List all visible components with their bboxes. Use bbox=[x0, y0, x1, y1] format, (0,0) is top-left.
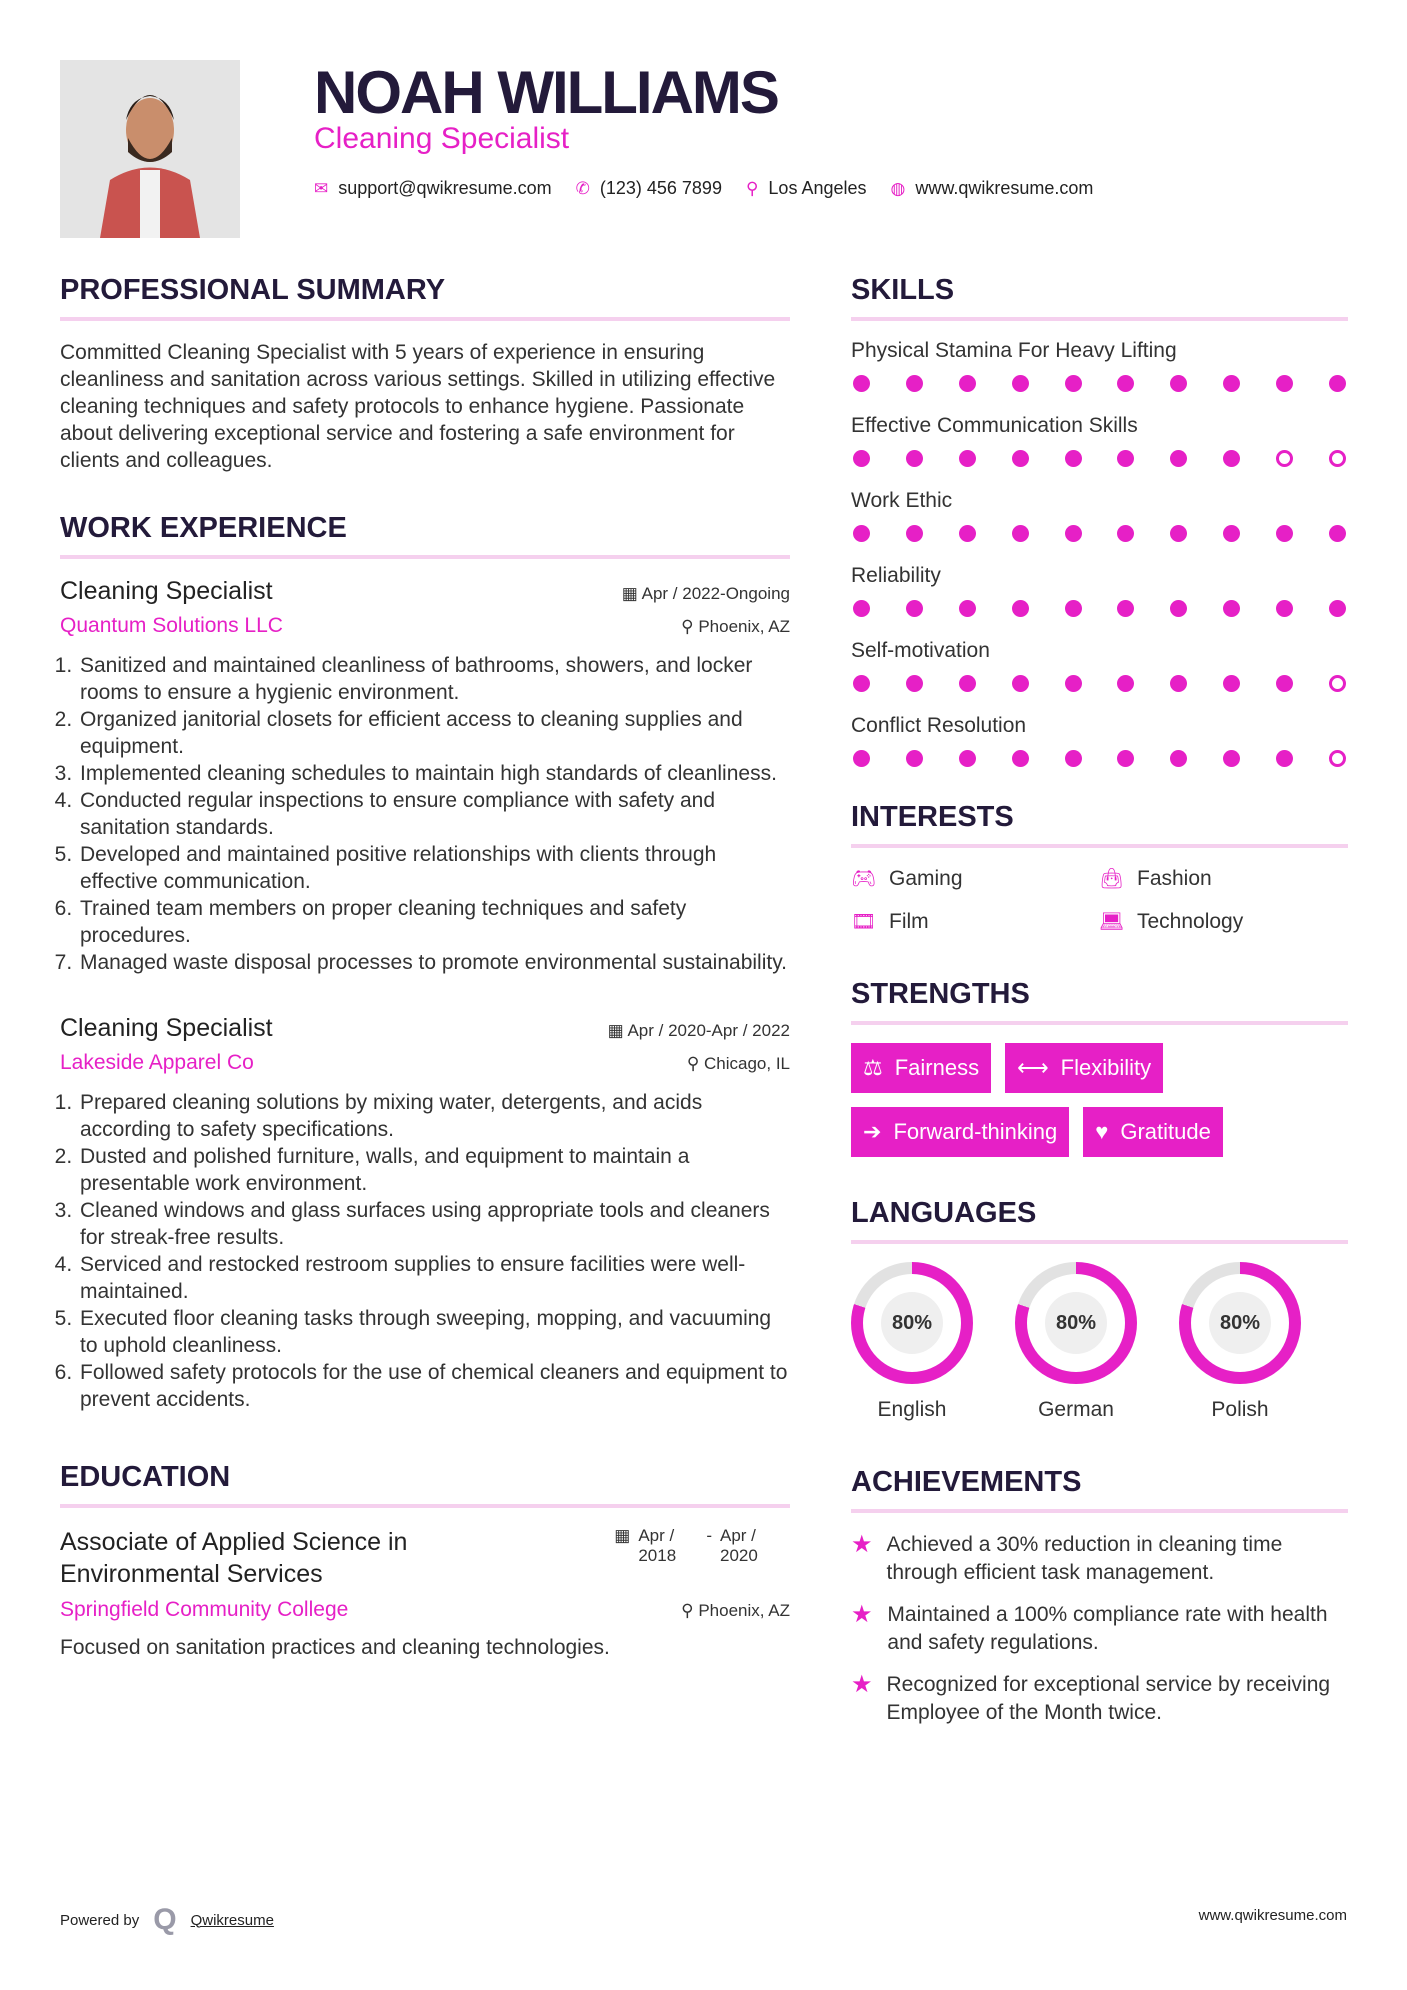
job-bullets bbox=[60, 652, 790, 976]
skill-dot bbox=[853, 525, 870, 542]
job-entry bbox=[60, 1014, 790, 1413]
interest-item: 👜︎ Fashion bbox=[1099, 866, 1212, 890]
bullet-item: 1. Sanitized and maintained cleanliness of bathrooms, showers, and locker rooms to ensure a hygienic environment. bbox=[78, 652, 790, 706]
skill-rating bbox=[851, 675, 1348, 692]
language-item bbox=[1179, 1262, 1301, 1422]
skill-dot bbox=[1170, 600, 1187, 617]
bullet-item: 7. Managed waste disposal processes to promote environmental sustainability. bbox=[78, 949, 790, 976]
skill-rating bbox=[851, 450, 1348, 467]
language-name: Polish bbox=[1211, 1398, 1269, 1421]
language-item bbox=[851, 1262, 973, 1422]
company-name: Quantum Solutions LLC bbox=[60, 614, 283, 637]
skill-rating bbox=[851, 600, 1348, 617]
bullet-item: 2. Dusted and polished furniture, walls, and equipment to maintain a presentable work environment. bbox=[78, 1143, 790, 1197]
location-text: Los Angeles bbox=[768, 178, 867, 198]
bullet-item: 5. Executed floor cleaning tasks through sweeping, mopping, and vacuuming to uphold cleanliness. bbox=[78, 1305, 790, 1359]
skill-dot bbox=[1276, 750, 1293, 767]
skill-dot bbox=[959, 750, 976, 767]
strength-tag: ⟷ Flexibility bbox=[1005, 1043, 1163, 1093]
skill-dot bbox=[1276, 375, 1293, 392]
bullet-item: 6. Trained team members on proper cleaning techniques and safety procedures. bbox=[78, 895, 790, 949]
job-bullets bbox=[60, 1089, 790, 1413]
skill-dot bbox=[1170, 450, 1187, 467]
skill-dot bbox=[906, 375, 923, 392]
envelope-icon: ✉ bbox=[314, 178, 329, 198]
job-dates: ▦ Apr / 2022-Ongoing bbox=[621, 584, 790, 603]
footer-powered-by: Powered by Q Qwikresume bbox=[60, 1903, 274, 1936]
skill-dot bbox=[1170, 675, 1187, 692]
skill-dot bbox=[959, 525, 976, 542]
skill-rating bbox=[851, 525, 1348, 542]
skill-dot bbox=[853, 600, 870, 617]
skill-dot bbox=[1170, 375, 1187, 392]
balance-scale-icon: ⚖ bbox=[863, 1055, 883, 1080]
interest-item: 💻︎ Technology bbox=[1099, 909, 1244, 933]
skill-rating bbox=[851, 375, 1348, 392]
section-heading: PROFESSIONAL SUMMARY bbox=[60, 274, 790, 321]
skill-label: Physical Stamina For Heavy Lifting bbox=[851, 339, 1177, 362]
strengths-section bbox=[851, 978, 1348, 1157]
skill-rating bbox=[851, 750, 1348, 767]
shooting-star-icon: ★ bbox=[851, 1671, 873, 1698]
skill-label: Reliability bbox=[851, 564, 941, 587]
skill-dot bbox=[906, 525, 923, 542]
degree-title: Associate of Applied Science in Environmental Services bbox=[60, 1528, 408, 1588]
bullet-item: 5. Developed and maintained positive relationships with clients through effective communication. bbox=[78, 841, 790, 895]
skill-dot bbox=[1065, 675, 1082, 692]
skill-dot bbox=[1223, 375, 1240, 392]
language-percent: 80% bbox=[1209, 1292, 1271, 1354]
achievement-item: ★ Achieved a 30% reduction in cleaning time through efficient task management. bbox=[851, 1531, 1348, 1587]
skill-label: Effective Communication Skills bbox=[851, 414, 1138, 437]
section-heading: LANGUAGES bbox=[851, 1197, 1348, 1244]
candidate-name: NOAH WILLIAMS bbox=[314, 59, 778, 126]
language-percent: 80% bbox=[881, 1292, 943, 1354]
qwikresume-logo-icon: Q bbox=[153, 1903, 177, 1936]
job-entry bbox=[60, 577, 790, 976]
job-location: ⚲ Chicago, IL bbox=[686, 1054, 790, 1073]
bullet-item: 4. Conducted regular inspections to ensure compliance with safety and sanitation standards. bbox=[78, 787, 790, 841]
skill-dot bbox=[959, 375, 976, 392]
bullet-item: 1. Prepared cleaning solutions by mixing water, detergents, and acids according to safety specifications. bbox=[78, 1089, 790, 1143]
website-link[interactable]: www.qwikresume.com bbox=[915, 178, 1094, 198]
achievement-item: ★ Recognized for exceptional service by receiving Employee of the Month twice. bbox=[851, 1671, 1348, 1727]
skill-dot bbox=[1065, 450, 1082, 467]
company-name: Lakeside Apparel Co bbox=[60, 1051, 254, 1074]
school-name: Springfield Community College bbox=[60, 1598, 349, 1621]
skill-dot bbox=[906, 750, 923, 767]
skill-dot bbox=[1329, 525, 1346, 542]
language-name: English bbox=[877, 1398, 947, 1421]
skill-dot bbox=[1329, 750, 1346, 767]
bullet-item: 3. Cleaned windows and glass surfaces using appropriate tools and cleaners for streak-free results. bbox=[78, 1197, 790, 1251]
languages-section bbox=[851, 1197, 1348, 1422]
skill-dot bbox=[1117, 675, 1134, 692]
skill-label: Self-motivation bbox=[851, 639, 990, 662]
language-ring bbox=[851, 1262, 973, 1384]
shooting-star-icon: ★ bbox=[851, 1601, 873, 1628]
skill-dot bbox=[1117, 600, 1134, 617]
contact-bar bbox=[314, 178, 1093, 199]
skill-dot bbox=[1223, 450, 1240, 467]
strength-tag: ⚖ Fairness bbox=[851, 1043, 991, 1093]
work-section bbox=[60, 512, 790, 1413]
skill-dot bbox=[1012, 525, 1029, 542]
phone-text: (123) 456 7899 bbox=[599, 178, 722, 198]
skill-dot bbox=[1223, 525, 1240, 542]
heart-icon: ♥ bbox=[1095, 1119, 1109, 1144]
calendar-icon: ▦ bbox=[614, 1526, 631, 1545]
section-heading: EDUCATION bbox=[60, 1461, 790, 1508]
bullet-item: 3. Implemented cleaning schedules to maintain high standards of cleanliness. bbox=[78, 760, 790, 787]
pushpin-icon: ⚲ bbox=[681, 617, 699, 636]
skill-dot bbox=[1117, 525, 1134, 542]
skill-label: Work Ethic bbox=[851, 489, 953, 512]
interest-item: 🎞︎ Film bbox=[851, 909, 929, 933]
globe-icon: ◍ bbox=[890, 178, 906, 198]
skill-dot bbox=[1276, 450, 1293, 467]
skill-label: Conflict Resolution bbox=[851, 714, 1027, 737]
shooting-star-icon: ★ bbox=[851, 1531, 873, 1558]
bullet-item: 4. Serviced and restocked restroom supplies to ensure facilities were well-maintained. bbox=[78, 1251, 790, 1305]
skill-dot bbox=[1223, 750, 1240, 767]
skill-dot bbox=[1065, 525, 1082, 542]
education-description: Focused on sanitation practices and cleaning technologies. bbox=[60, 1636, 610, 1659]
skill-dot bbox=[1065, 375, 1082, 392]
summary-text: Committed Cleaning Specialist with 5 years of experience in ensuring cleanliness and sanitation across various settings. Skilled in utilizing effective cleaning techniques and safety protocols to enhance hygiene. Passionate about delivering exceptional service and fostering a safe environment for clients and colleagues. bbox=[60, 341, 776, 472]
skill-dot bbox=[1012, 600, 1029, 617]
email-link[interactable]: support@qwikresume.com bbox=[338, 178, 552, 198]
language-percent: 80% bbox=[1045, 1292, 1107, 1354]
footer-website[interactable]: www.qwikresume.com bbox=[1198, 1907, 1347, 1924]
skill-dot bbox=[1276, 525, 1293, 542]
skill-dot bbox=[1012, 750, 1029, 767]
film-icon: 🎞︎ bbox=[851, 911, 877, 933]
arrows-horizontal-icon: ⟷ bbox=[1017, 1055, 1049, 1080]
skill-dot bbox=[1329, 375, 1346, 392]
pushpin-icon: ⚲ bbox=[686, 1054, 704, 1073]
skill-dot bbox=[906, 600, 923, 617]
skill-dot bbox=[853, 450, 870, 467]
skill-dot bbox=[1012, 375, 1029, 392]
section-heading: ACHIEVEMENTS bbox=[851, 1466, 1348, 1513]
skill-dot bbox=[1223, 675, 1240, 692]
skill-dot bbox=[1329, 450, 1346, 467]
candidate-title: Cleaning Specialist bbox=[314, 122, 570, 155]
section-heading: STRENGTHS bbox=[851, 978, 1348, 1025]
language-item bbox=[1015, 1262, 1137, 1422]
job-title: Cleaning Specialist bbox=[60, 577, 273, 605]
skill-dot bbox=[1117, 375, 1134, 392]
skill-dot bbox=[853, 675, 870, 692]
bullet-item: 2. Organized janitorial closets for efficient access to cleaning supplies and equipment. bbox=[78, 706, 790, 760]
strength-tag: ♥ Gratitude bbox=[1083, 1107, 1223, 1157]
skill-dot bbox=[1329, 675, 1346, 692]
achievement-item: ★ Maintained a 100% compliance rate with health and safety regulations. bbox=[851, 1601, 1348, 1657]
calendar-icon: ▦ bbox=[621, 584, 642, 603]
skill-dot bbox=[1012, 675, 1029, 692]
skill-dot bbox=[1117, 450, 1134, 467]
strength-tag: ➔ Forward-thinking bbox=[851, 1107, 1069, 1157]
skill-dot bbox=[1065, 750, 1082, 767]
job-dates: ▦ Apr / 2020-Apr / 2022 bbox=[607, 1021, 790, 1040]
skill-dot bbox=[1065, 600, 1082, 617]
language-ring bbox=[1015, 1262, 1137, 1384]
education-dates: ▦ Apr / 2018 - Apr / 2020 bbox=[614, 1526, 758, 1565]
job-title: Cleaning Specialist bbox=[60, 1014, 273, 1042]
map-pin-icon: ⚲ bbox=[745, 178, 759, 198]
skill-dot bbox=[1223, 600, 1240, 617]
section-heading: SKILLS bbox=[851, 274, 1348, 321]
skill-dot bbox=[1329, 600, 1346, 617]
interests-section bbox=[851, 801, 1348, 934]
phone-icon: ✆ bbox=[575, 178, 590, 198]
skills-section bbox=[851, 274, 1348, 767]
profile-photo bbox=[60, 60, 240, 238]
education-location: ⚲ Phoenix, AZ bbox=[681, 1601, 790, 1620]
skill-dot bbox=[906, 675, 923, 692]
skill-dot bbox=[853, 375, 870, 392]
language-name: German bbox=[1038, 1398, 1114, 1421]
skill-dot bbox=[959, 675, 976, 692]
education-section bbox=[60, 1461, 790, 1661]
right-column bbox=[851, 274, 1348, 1741]
left-column bbox=[60, 274, 790, 1661]
skill-dot bbox=[906, 450, 923, 467]
skill-dot bbox=[959, 600, 976, 617]
gamepad-icon: 🎮︎ bbox=[851, 868, 877, 890]
calendar-icon: ▦ bbox=[607, 1021, 628, 1040]
brand-link[interactable]: Qwikresume bbox=[190, 1911, 274, 1929]
arrow-right-icon: ➔ bbox=[863, 1119, 882, 1144]
skill-dot bbox=[1170, 525, 1187, 542]
skill-dot bbox=[1117, 750, 1134, 767]
skill-dot bbox=[1276, 600, 1293, 617]
achievements-section bbox=[851, 1466, 1348, 1727]
language-ring bbox=[1179, 1262, 1301, 1384]
laptop-icon: 💻︎ bbox=[1099, 911, 1125, 933]
skill-dot bbox=[959, 450, 976, 467]
skill-dot bbox=[1170, 750, 1187, 767]
pushpin-icon: ⚲ bbox=[681, 1601, 699, 1620]
section-heading: WORK EXPERIENCE bbox=[60, 512, 790, 559]
interest-item: 🎮︎ Gaming bbox=[851, 866, 963, 890]
section-heading: INTERESTS bbox=[851, 801, 1348, 848]
shopping-bag-icon: 👜︎ bbox=[1099, 868, 1125, 890]
skill-dot bbox=[853, 750, 870, 767]
skill-dot bbox=[1276, 675, 1293, 692]
skill-dot bbox=[1012, 450, 1029, 467]
job-location: ⚲ Phoenix, AZ bbox=[681, 617, 790, 636]
summary-section bbox=[60, 274, 790, 474]
bullet-item: 6. Followed safety protocols for the use of chemical cleaners and equipment to prevent accidents. bbox=[78, 1359, 790, 1413]
